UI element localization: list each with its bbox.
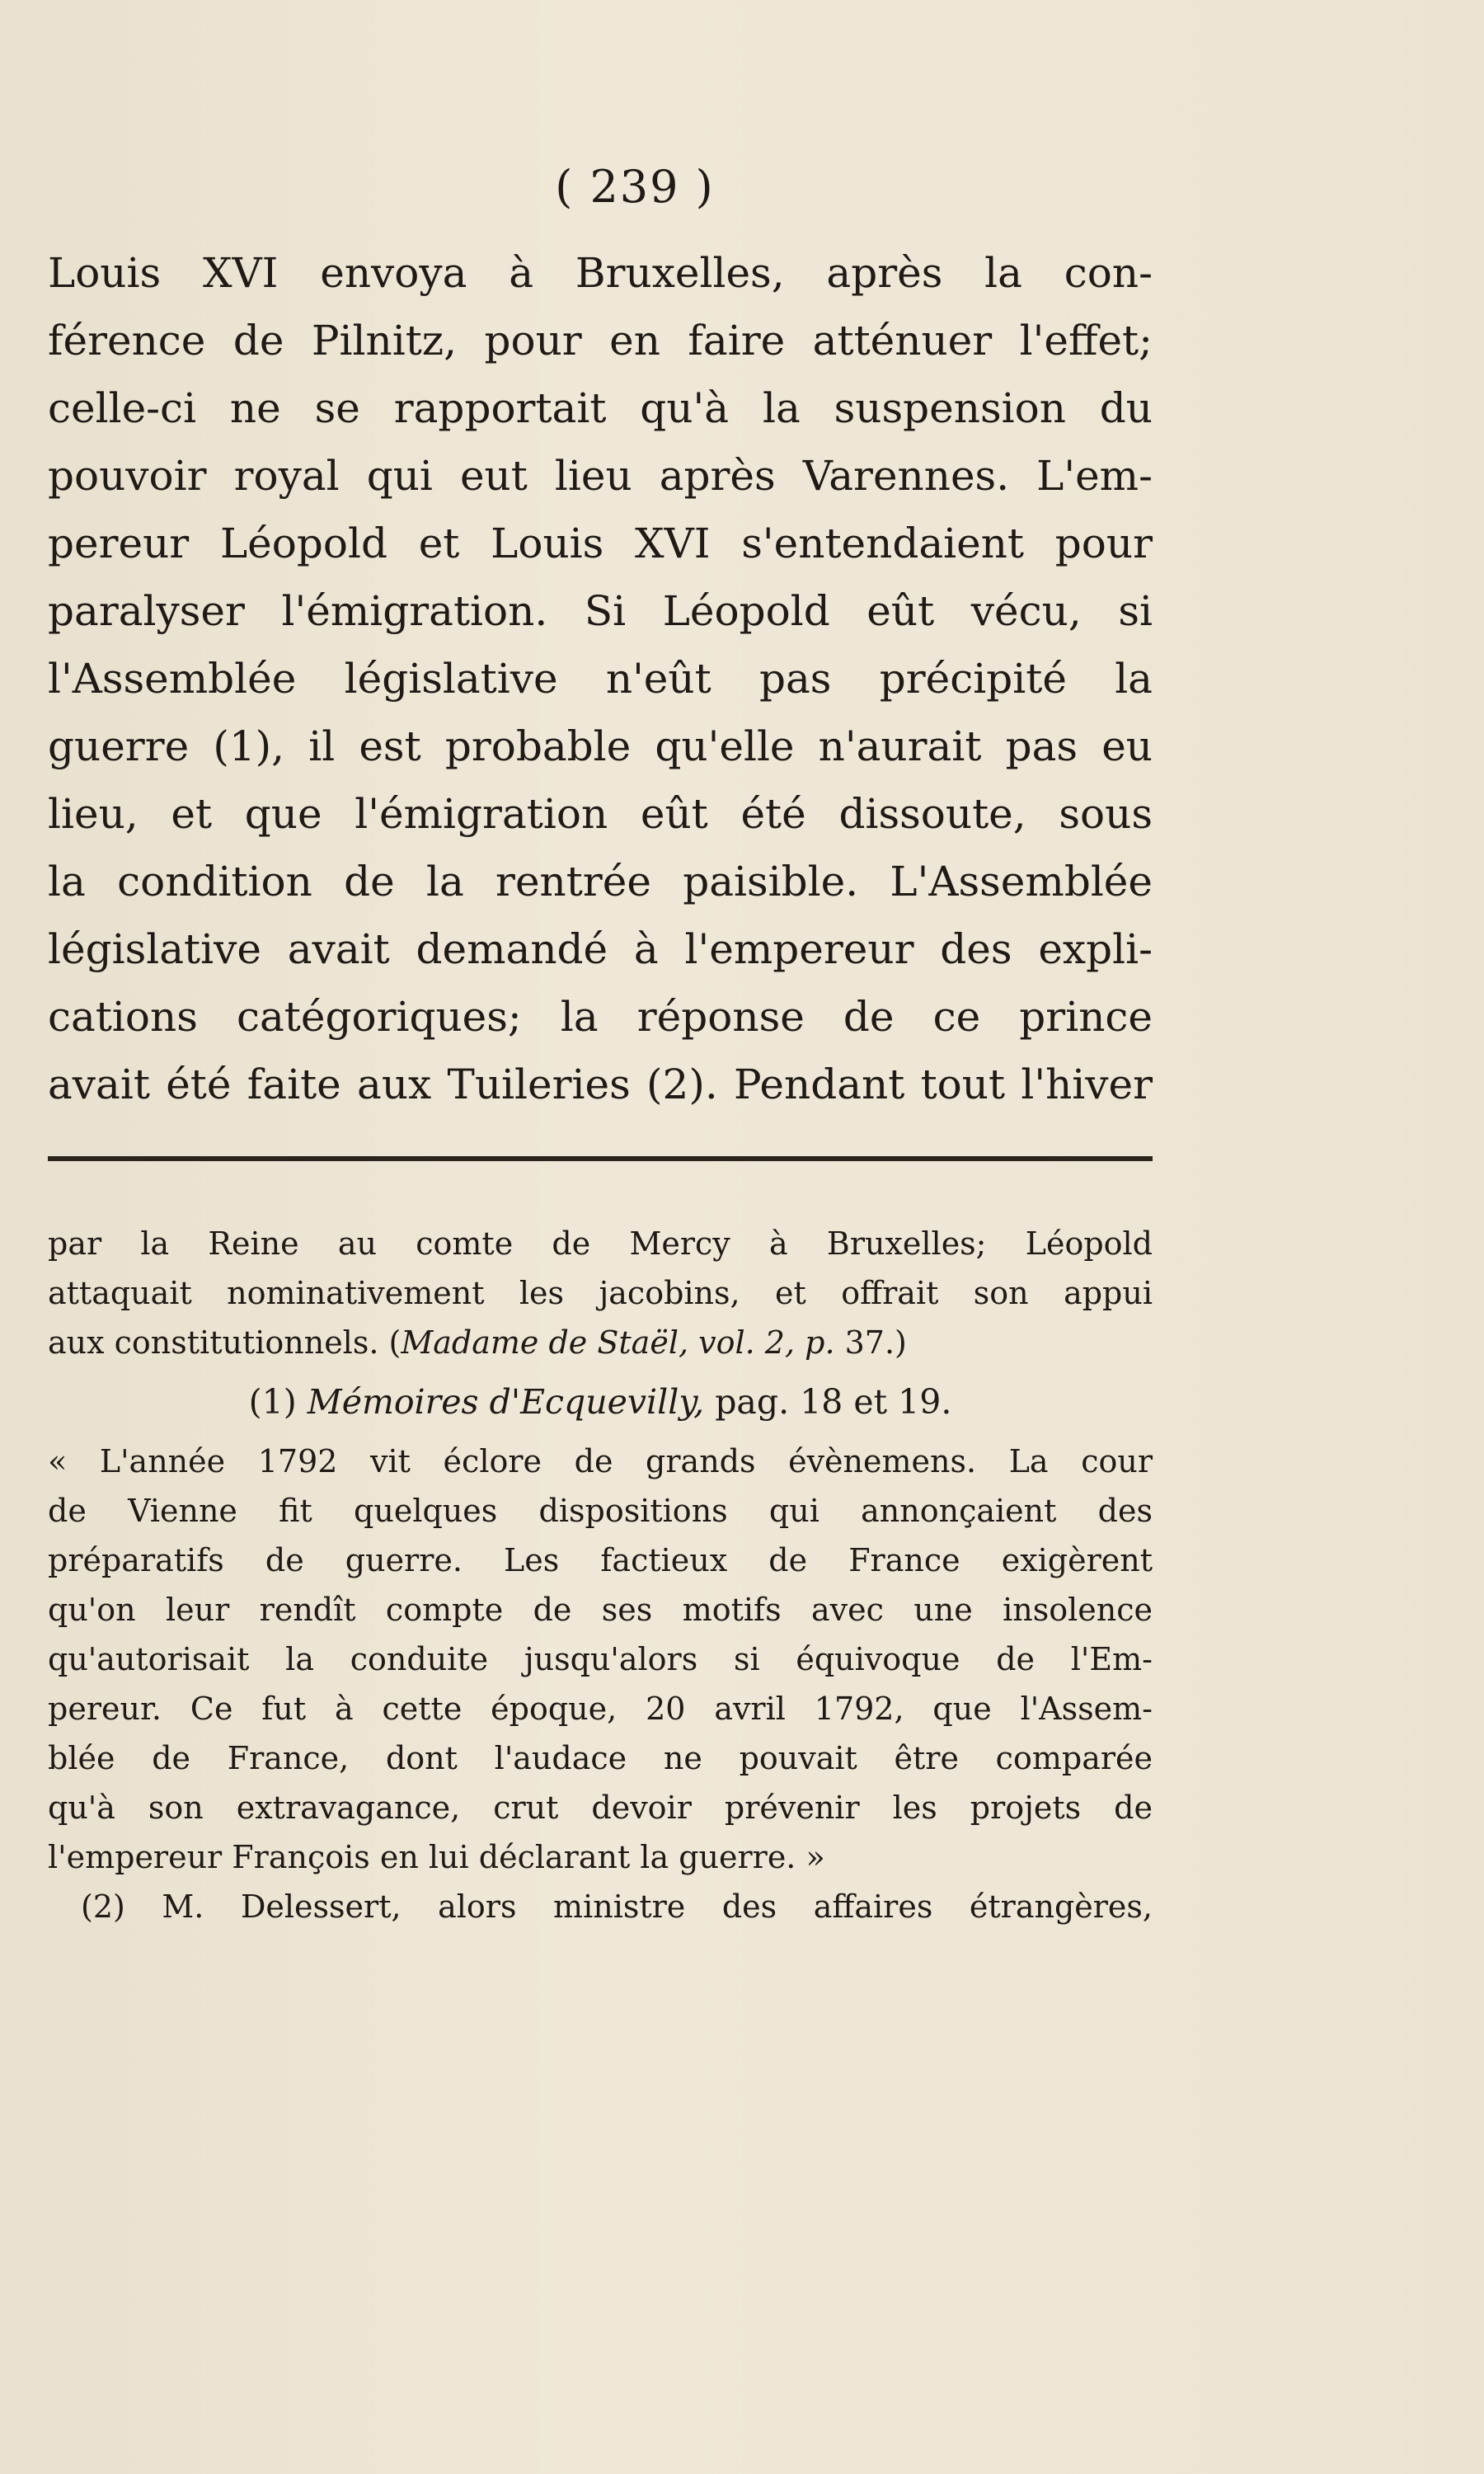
text-line: pereur Léopold et Louis XVI s'entendaient pour bbox=[48, 520, 1153, 567]
quote-line: de Vienne fit quelques dispositions qui annonçaient des bbox=[48, 1493, 1153, 1529]
text-segment: pag. 18 et 19. bbox=[704, 1382, 952, 1422]
quote-line: « L'année 1792 vit éclore de grands évènemens. La cour bbox=[48, 1443, 1153, 1479]
footnote-separator-rule bbox=[48, 1156, 1153, 1161]
text-line: l'Assemblée législative n'eût pas précipité la bbox=[48, 655, 1153, 703]
quote-line: qu'autorisait la conduite jusqu'alors si équivoque de l'Em- bbox=[48, 1641, 1153, 1677]
footnote-continuation-line bbox=[48, 1318, 1153, 1367]
text-line: pouvoir royal qui eut lieu après Varennes. L'em- bbox=[48, 452, 1153, 500]
footnote-2: (2) M. Delessert, alors ministre des affaires étrangères, bbox=[81, 1888, 1153, 1925]
quote-line: l'empereur François en lui déclarant la guerre. » bbox=[48, 1839, 825, 1875]
text-line: avait été faite aux Tuileries (2). Pendant tout l'hiver bbox=[48, 1061, 1153, 1108]
text-line: lieu, et que l'émigration eût été dissoute, sous bbox=[48, 790, 1153, 838]
text-line: la condition de la rentrée paisible. L'Assemblée bbox=[48, 858, 1153, 905]
text-line: Louis XVI envoya à Bruxelles, après la con- bbox=[48, 249, 1153, 297]
footnote-continuation-line: par la Reine au comte de Mercy à Bruxelles; Léopold bbox=[48, 1225, 1153, 1262]
quote-line: qu'à son extravagance, crut devoir prévenir les projets de bbox=[48, 1790, 1153, 1826]
source-citation: Mémoires d'Ecquevilly, bbox=[307, 1382, 705, 1422]
source-citation: Madame de Staël, vol. 2, p. bbox=[401, 1324, 835, 1361]
footnotes bbox=[48, 1219, 1153, 1931]
footnote-continuation-line: attaquait nominativement les jacobins, et offrait son appui bbox=[48, 1275, 1153, 1311]
text-line: législative avait demandé à l'empereur des expli- bbox=[48, 925, 1153, 973]
text-line: celle-ci ne se rapportait qu'à la suspension du bbox=[48, 384, 1153, 432]
quote-line: pereur. Ce fut à cette époque, 20 avril 1792, que l'Assem- bbox=[48, 1691, 1153, 1727]
main-text bbox=[48, 239, 1153, 1118]
text-segment: aux constitutionnels. ( bbox=[48, 1324, 402, 1361]
text-line: paralyser l'émigration. Si Léopold eût vécu, si bbox=[48, 587, 1153, 635]
text-line: férence de Pilnitz, pour en faire atténuer l'effet; bbox=[48, 317, 1153, 365]
text-segment: 37.) bbox=[834, 1324, 907, 1361]
quote-line: qu'on leur rendît compte de ses motifs avec une insolence bbox=[48, 1592, 1153, 1628]
quote-line: préparatifs de guerre. Les factieux de France exigèrent bbox=[48, 1542, 1153, 1578]
footnote-1 bbox=[48, 1377, 1153, 1427]
text-line: guerre (1), il est probable qu'elle n'aurait pas eu bbox=[48, 722, 1153, 770]
text-line: cations catégoriques; la réponse de ce prince bbox=[48, 993, 1153, 1041]
page-number: ( 239 ) bbox=[555, 161, 715, 213]
quote-line: blée de France, dont l'audace ne pouvait être comparée bbox=[48, 1740, 1153, 1776]
footnote-marker: (1) bbox=[248, 1382, 308, 1422]
